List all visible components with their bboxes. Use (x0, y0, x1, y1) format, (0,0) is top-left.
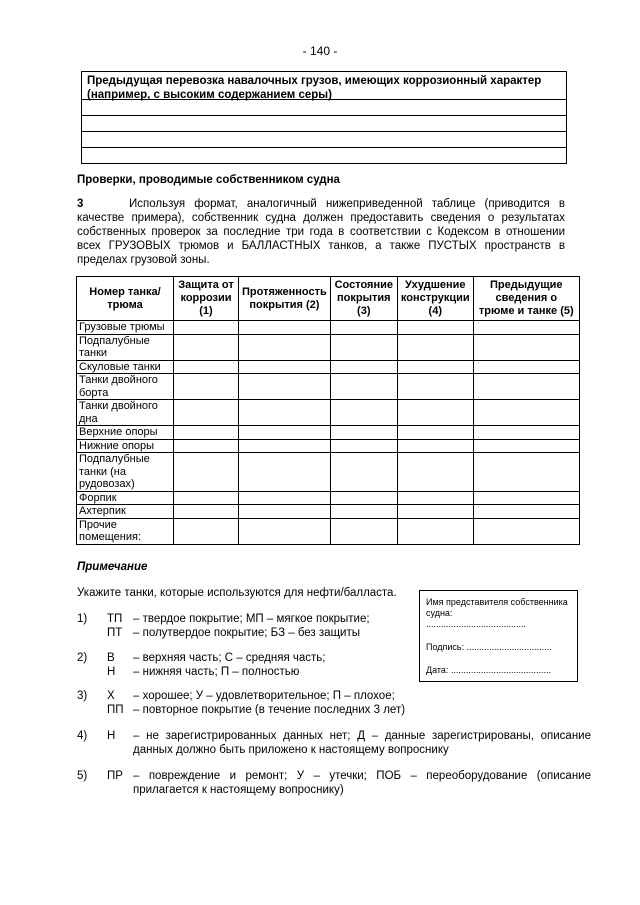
table-entry-cell[interactable] (473, 505, 579, 519)
cargo-entry-line (82, 132, 566, 148)
inspection-table (76, 276, 580, 545)
cargo-history-title: Предыдущая перевозка навалочных грузов, имеющих коррозионный характер (например, с высоким содержанием серы) (82, 72, 566, 100)
table-entry-cell[interactable] (239, 374, 331, 400)
table-entry-cell[interactable] (473, 453, 579, 492)
table-entry-cell[interactable] (174, 321, 239, 335)
cargo-entry-line (82, 100, 566, 116)
table-entry-cell[interactable] (239, 491, 331, 505)
table-entry-cell[interactable] (397, 426, 473, 440)
note-code: Х (107, 690, 115, 702)
table-entry-cell[interactable] (174, 426, 239, 440)
column-header: Номер танка/трюма (77, 277, 174, 321)
table-entry-cell[interactable] (239, 426, 331, 440)
note-code: В (107, 652, 115, 664)
table-entry-cell[interactable] (330, 453, 397, 492)
table-entry-cell[interactable] (330, 491, 397, 505)
table-entry-cell[interactable] (174, 453, 239, 492)
table-entry-cell[interactable] (473, 400, 579, 426)
section-heading: Проверки, проводимые собственником судна (77, 174, 340, 186)
paragraph-text: Используя формат, аналогичный нижеприведенной таблице (приводится в качестве примера), собственник судна должен предоставить сведения о результатах собственных проверок за последние три года в соответствии с Кодексом в отношении всех ГРУЗОВЫХ трюмов и БАЛЛАСТНЫХ танков, а также ПУСТЫХ пространств в пределах грузовой зоны. (77, 198, 565, 266)
note-code: ТП (107, 613, 123, 625)
table-row (77, 400, 580, 426)
note-number: 2) (77, 652, 88, 664)
table-entry-cell[interactable] (397, 334, 473, 360)
table-entry-cell[interactable] (174, 505, 239, 519)
tank-type-cell: Форпик (77, 491, 174, 505)
cargo-history-box (81, 71, 567, 164)
table-entry-cell[interactable] (239, 321, 331, 335)
table-entry-cell[interactable] (330, 439, 397, 453)
tank-type-cell: Танки двойного дна (77, 400, 174, 426)
note-code: ПР (107, 770, 123, 782)
representative-name-line: ........................................ (426, 619, 527, 629)
date-field[interactable]: Дата: ........................................ (426, 665, 551, 675)
signature-field[interactable]: Подпись: .................................. (426, 642, 552, 652)
column-header: Протяженность покрытия (2) (239, 277, 331, 321)
note-code: ПП (107, 704, 124, 716)
note-code: ПТ (107, 627, 123, 639)
table-entry-cell[interactable] (397, 453, 473, 492)
table-entry-cell[interactable] (397, 360, 473, 374)
table-entry-cell[interactable] (174, 400, 239, 426)
note-text: – повреждение и ремонт; У – утечки; ПОБ – переоборудование (описание прилагается к настоящему вопроснику) (133, 770, 591, 796)
note-text: – полутвердое покрытие; БЗ – без защиты (133, 627, 360, 639)
note-code: Н (107, 730, 116, 742)
tank-type-cell: Танки двойного борта (77, 374, 174, 400)
table-entry-cell[interactable] (473, 374, 579, 400)
table-entry-cell[interactable] (330, 518, 397, 544)
table-row (77, 439, 580, 453)
table-entry-cell[interactable] (239, 334, 331, 360)
table-row (77, 426, 580, 440)
cargo-entry-line (82, 116, 566, 132)
table-entry-cell[interactable] (239, 360, 331, 374)
table-entry-cell[interactable] (473, 439, 579, 453)
note-intro: Укажите танки, которые используются для нефти/балласта. (77, 587, 397, 599)
table-entry-cell[interactable] (473, 360, 579, 374)
table-entry-cell[interactable] (174, 360, 239, 374)
table-entry-cell[interactable] (473, 426, 579, 440)
table-row (77, 518, 580, 544)
note-number: 5) (77, 770, 88, 782)
table-entry-cell[interactable] (397, 518, 473, 544)
note-number: 4) (77, 730, 88, 742)
table-entry-cell[interactable] (174, 491, 239, 505)
column-header: Предыдущие сведения о трюме и танке (5) (473, 277, 579, 321)
table-entry-cell[interactable] (239, 505, 331, 519)
note-text: – повторное покрытие (в течение последних 3 лет) (133, 704, 406, 716)
table-row (77, 505, 580, 519)
note-text: – верхняя часть; С – средняя часть; (133, 652, 326, 664)
table-entry-cell[interactable] (473, 518, 579, 544)
table-row (77, 491, 580, 505)
note-text: – не зарегистрированных данных нет; Д – данные зарегистрированы, описание данных должно быть приложено к настоящему вопроснику (133, 730, 591, 756)
representative-name-label: Имя представителя собственника судна: (426, 597, 568, 618)
table-entry-cell[interactable] (397, 400, 473, 426)
note-text: – нижняя часть; П – полностью (133, 666, 300, 678)
note-number: 1) (77, 613, 88, 625)
cargo-entry-line (82, 148, 566, 163)
tank-type-cell: Прочие помещения: (77, 518, 174, 544)
table-row (77, 374, 580, 400)
table-entry-cell[interactable] (473, 491, 579, 505)
note-heading: Примечание (77, 561, 148, 573)
tank-type-cell: Грузовые трюмы (77, 321, 174, 335)
paragraph-number: 3 (77, 198, 84, 210)
table-row (77, 321, 580, 335)
column-header: Защита от коррозии (1) (174, 277, 239, 321)
representative-name-field[interactable] (426, 597, 571, 630)
table-row (77, 334, 580, 360)
tank-type-cell: Нижние опоры (77, 439, 174, 453)
table-entry-cell[interactable] (174, 374, 239, 400)
table-entry-cell[interactable] (174, 518, 239, 544)
table-entry-cell[interactable] (239, 518, 331, 544)
table-entry-cell[interactable] (330, 334, 397, 360)
note-text: – хорошее; У – удовлетворительное; П – плохое; (133, 690, 395, 702)
note-number: 3) (77, 690, 88, 702)
table-row (77, 360, 580, 374)
table-entry-cell[interactable] (239, 453, 331, 492)
table-header-row (77, 277, 580, 321)
tank-type-cell: Верхние опоры (77, 426, 174, 440)
table-entry-cell[interactable] (330, 400, 397, 426)
table-entry-cell[interactable] (397, 439, 473, 453)
note-text: – твердое покрытие; МП – мягкое покрытие; (133, 613, 370, 625)
column-header: Состояние покрытия (3) (330, 277, 397, 321)
column-header: Ухудшение конструкции (4) (397, 277, 473, 321)
table-entry-cell[interactable] (397, 321, 473, 335)
table-entry-cell[interactable] (397, 505, 473, 519)
tank-type-cell: Подпалубные танки (77, 334, 174, 360)
table-entry-cell[interactable] (330, 321, 397, 335)
table-entry-cell[interactable] (239, 439, 331, 453)
table-entry-cell[interactable] (330, 505, 397, 519)
page-number: - 140 - (302, 44, 338, 58)
signature-box (419, 590, 578, 682)
table-entry-cell[interactable] (397, 374, 473, 400)
tank-type-cell: Ахтерпик (77, 505, 174, 519)
tank-type-cell: Скуловые танки (77, 360, 174, 374)
table-entry-cell[interactable] (330, 426, 397, 440)
table-entry-cell[interactable] (473, 321, 579, 335)
table-row (77, 453, 580, 492)
table-entry-cell[interactable] (239, 400, 331, 426)
tank-type-cell: Подпалубные танки (на рудовозах) (77, 453, 174, 492)
table-entry-cell[interactable] (330, 374, 397, 400)
table-entry-cell[interactable] (397, 491, 473, 505)
table-entry-cell[interactable] (174, 439, 239, 453)
note-code: Н (107, 666, 116, 678)
table-entry-cell[interactable] (174, 334, 239, 360)
table-entry-cell[interactable] (330, 360, 397, 374)
paragraph-3 (77, 197, 565, 267)
table-entry-cell[interactable] (473, 334, 579, 360)
